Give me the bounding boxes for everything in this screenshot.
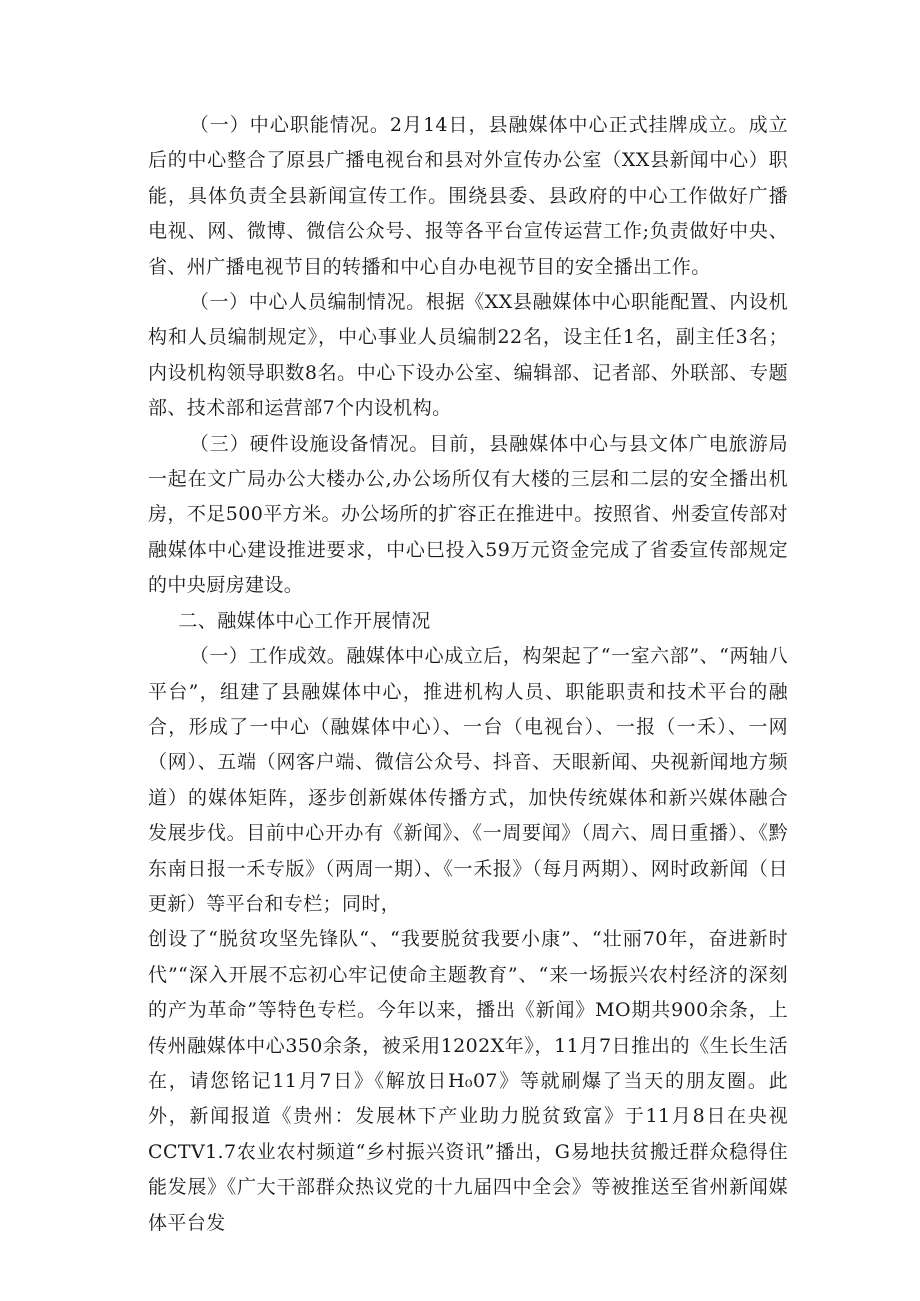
paragraph-hardware-facilities: （三）硬件设施设备情况。目前，县融媒体中心与县文体广电旅游局一起在文广局办公大楼办公,办公场所仅有大楼的三层和二层的安全播出机房，不足500平方米。办公场所的扩容正在推进中。按照省、州委宣传部对融媒体中心建设推进要求，中心巳投入59万元资金完成了省委宣传部规定的中央厨房建设。 [148, 432, 788, 597]
paragraph-special-columns: 创设了“脱贫攻坚先锋队“、“我要脱贫我要小康”、“壮丽70年，奋进新时代”“深入开展不忘初心牢记使命主题教育”、“来一场振兴农村经济的深刻的产为革命”等特色专栏。今年以来，播出《新闻》MO期共900余条，上传州融媒体中心350余条，被采用1202X年》，11月7日推出的《生长生活在，请您铭记11月7日》《解放日H₀07》等就刷爆了当天的朋友圈。此外，新闻报道《贵州：发展林下产业助力脱贫致富》于11月8日在央视CCTV1.7农业农村频道“乡村振兴资讯”播出，G易地扶贫搬迁群众稳得住能发展》《广大干部群众热议党的十九届四中全会》等被推送至省州新闻媒体平台发 [148, 928, 788, 1234]
section-heading-work-progress: 二、融媒体中心工作开展情况 [178, 609, 431, 632]
paragraph-center-functions: （一）中心职能情况。2月14日，县融媒体中心正式挂牌成立。成立后的中心整合了原县广播电视台和县对外宣传办公室（XX县新闻中心）职能，具体负责全县新闻宣传工作。围绕县委、县政府的中心工作做好广播电视、网、微博、微信公众号、报等各平台宣传运营工作;负责做好中央、省、州广播电视节目的转播和中心自办电视节目的安全播出工作。 [148, 114, 788, 278]
document-body [148, 108, 788, 1241]
paragraph-work-results: （一）工作成效。融媒体中心成立后，构架起了“一室六部”、“两轴八平台”，组建了县融媒体中心，推进机构人员、职能职责和技术平台的融合，形成了一中心（融媒体中心）、一台（电视台）、一报（一禾）、一网（网）、五端（网客户端、微信公众号、抖音、天眼新闻、央视新闻地方频道）的媒体矩阵，逐步创新媒体传播方式，加快传统媒体和新兴媒体融合发展步伐。目前中心开办有《新闻》、《一周要闻》（周六、周日重播）、《黔东南日报一禾专版》（两周一期）、《一禾报》（每月两期）、网时政新闻（日更新）等平台和专栏；同时， [148, 645, 788, 915]
paragraph-staffing: （一）中心人员编制情况。根据《XX县融媒体中心职能配置、内设机构和人员编制规定》，中心事业人员编制22名，设主任1名，副主任3名；内设机构领导职数8名。中心下设办公室、编辑部、记者部、外联部、专题部、技术部和运营部7个内设机构。 [148, 291, 788, 420]
